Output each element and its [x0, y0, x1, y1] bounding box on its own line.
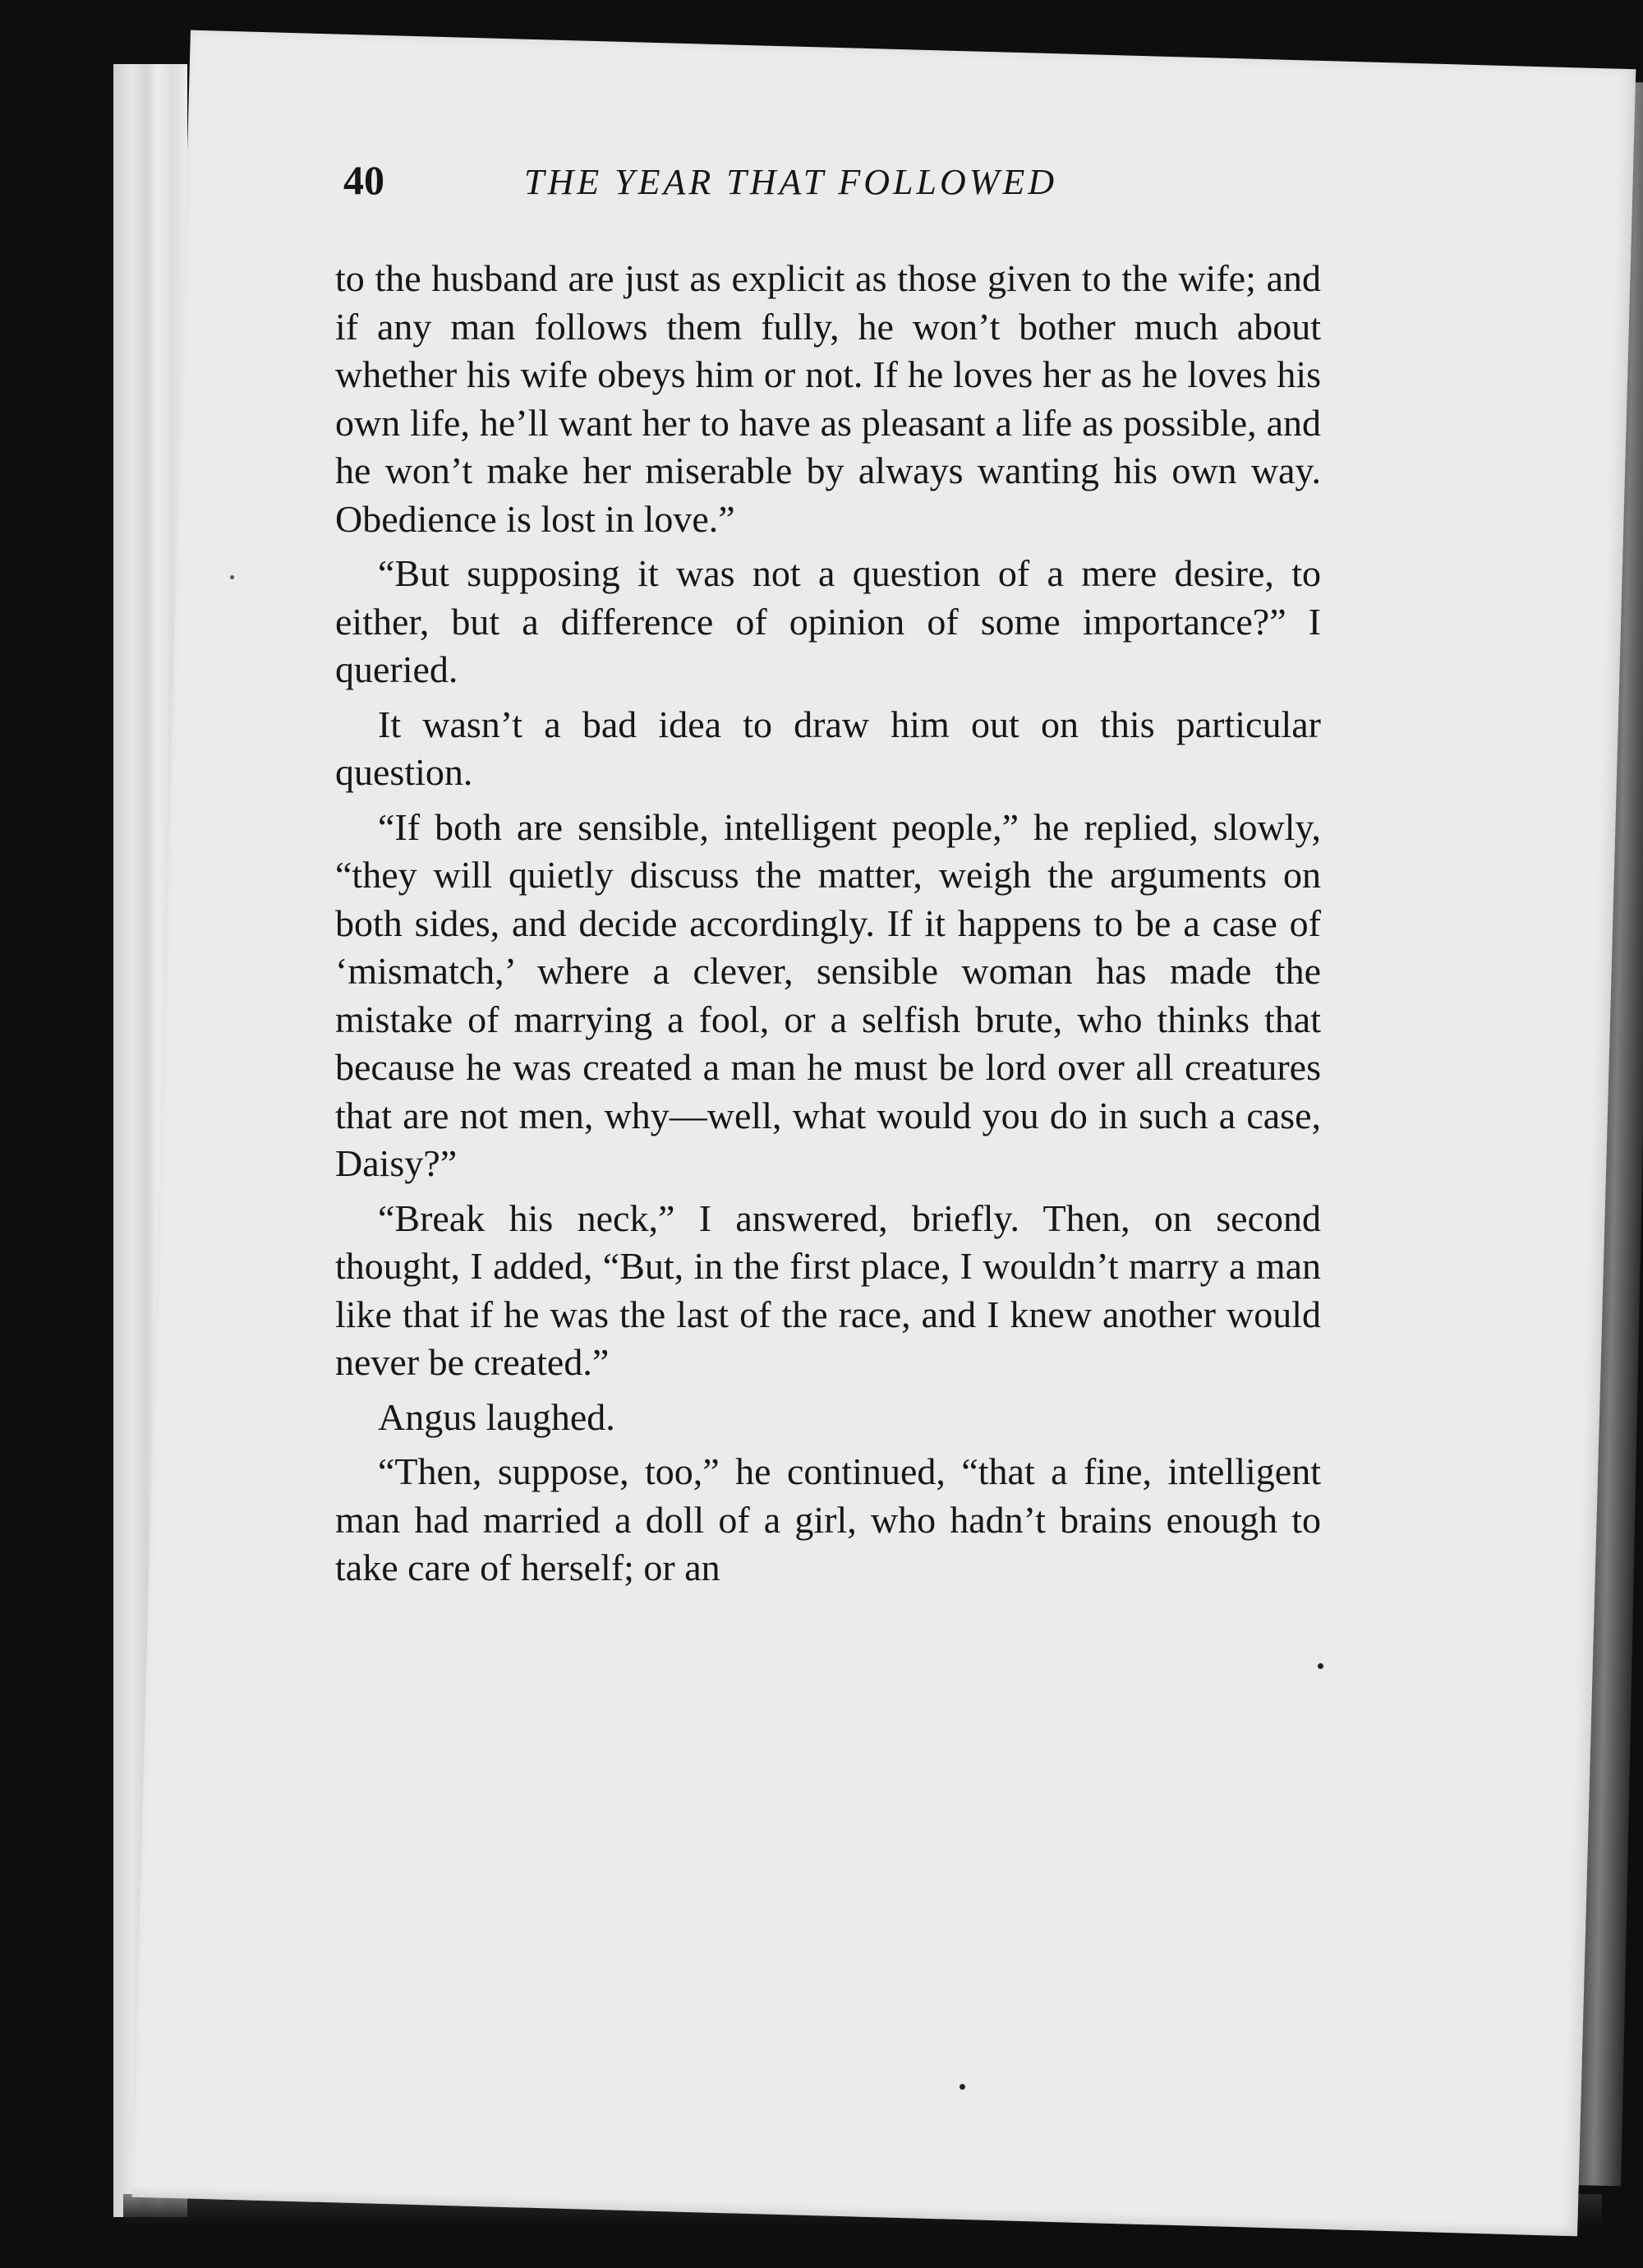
paragraph-3: It wasn’t a bad idea to draw him out on this particular question. [335, 703, 1321, 793]
dust-speck [1318, 1663, 1323, 1669]
dust-speck [960, 2084, 965, 2090]
paragraph-4: “If both are sensible, intelligent people,” he replied, slowly, “they will quietly discuss the matter, weigh the arguments on both sides, and decide accordingly. If it happens to be a case of ‘mismatch,’ where a clever, sensible woman has made the mistake of marrying a fool, or a selfish brute, who thinks that because he was created a man he must be lord over all creatures that are not men, why—well, what would you do in such a case, Daisy?” [335, 805, 1321, 1184]
paragraph-1: to the husband are just as explicit as those given to the wife; and if any man follows them fully, he won’t bother much about whether his wife obeys him or not. If he loves her as he loves his own life, he’ll want her to have as pleasant a life as possible, and he won’t make her miserable by always wanting his own way. Obedience is lost in love.” [335, 257, 1321, 540]
paragraph-5: “Break his neck,” I answered, briefly. Then, on second thought, I added, “But, in the first place, I wouldn’t marry a man like that if he was the last of the race, and I knew another would never be created.” [335, 1196, 1321, 1383]
running-title: THE YEAR THAT FOLLOWED [524, 162, 1058, 202]
paragraph-6: Angus laughed. [378, 1395, 615, 1438]
page-number: 40 [343, 157, 384, 203]
paragraph-7: “Then, suppose, too,” he continued, “that a fine, intelligent man had married a doll of a girl, who hadn’t brains enough to take care of herself; or an [335, 1450, 1321, 1588]
body-text [335, 255, 1321, 1593]
dust-speck [230, 575, 234, 579]
paragraph-2: “But supposing it was not a question of a mere desire, to either, but a difference of opinion of some importance?” I queried. [335, 552, 1321, 690]
running-head [343, 156, 1247, 230]
